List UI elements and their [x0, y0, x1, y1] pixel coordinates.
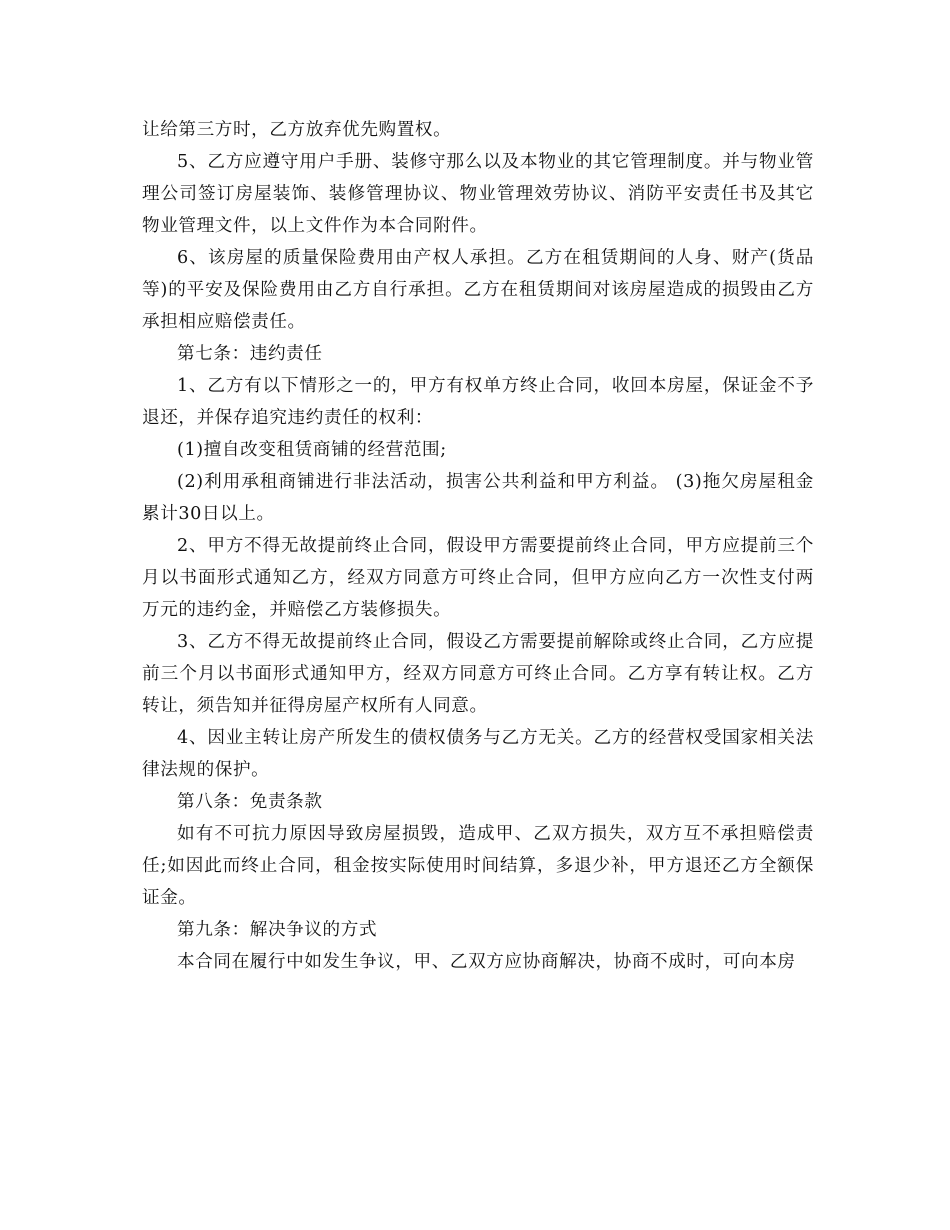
article-7-item-1: (1)擅自改变租赁商铺的经营范围; — [177, 440, 447, 460]
paragraph-continuation: 让给第三方时，乙方放弃优先购置权。 — [142, 120, 452, 140]
article-9-heading: 第九条：解决争议的方式 — [177, 920, 378, 940]
document-body — [142, 114, 814, 978]
article-7-clause-2: 2、甲方不得无故提前终止合同，假设甲方需要提前终止合同，甲方应提前三个月以书面形式通知乙方，经双方同意方可终止合同，但甲方应向乙方一次性支付两万元的违约金，并赔偿乙方装修损失。 — [142, 536, 814, 620]
clause-6-paragraph: 6、该房屋的质量保险费用由产权人承担。乙方在租赁期间的人身、财产(货品等)的平安及保险费用由乙方自行承担。乙方在租赁期间对该房屋造成的损毁由乙方承担相应赔偿责任。 — [142, 248, 814, 332]
article-7-heading: 第七条：违约责任 — [177, 344, 323, 364]
article-7-clause-4: 4、因业主转让房产所发生的债权债务与乙方无关。乙方的经营权受国家相关法律法规的保护。 — [142, 728, 814, 780]
article-8-paragraph: 如有不可抗力原因导致房屋损毁，造成甲、乙双方损失，双方互不承担赔偿责任;如因此而终止合同，租金按实际使用时间结算，多退少补，甲方退还乙方全额保证金。 — [142, 824, 814, 908]
article-8-heading: 第八条：免责条款 — [177, 792, 323, 812]
article-7-clause-1: 1、乙方有以下情形之一的，甲方有权单方终止合同，收回本房屋，保证金不予退还，并保存追究违约责任的权利： — [142, 376, 814, 428]
article-7-clause-3: 3、乙方不得无故提前终止合同，假设乙方需要提前解除或终止合同，乙方应提前三个月以书面形式通知甲方，经双方同意方可终止合同。乙方享有转让权。乙方转让，须告知并征得房屋产权所有人同意。 — [142, 632, 814, 716]
article-9-paragraph: 本合同在履行中如发生争议，甲、乙双方应协商解决，协商不成时，可向本房 — [177, 952, 796, 972]
article-7-item-2-3: (2)利用承租商铺进行非法活动，损害公共利益和甲方利益。 (3)拖欠房屋租金累计30日以上。 — [142, 472, 814, 524]
clause-5-paragraph: 5、乙方应遵守用户手册、装修守那么以及本物业的其它管理制度。并与物业管理公司签订房屋装饰、装修管理协议、物业管理效劳协议、消防平安责任书及其它物业管理文件，以上文件作为本合同附件。 — [142, 152, 814, 236]
